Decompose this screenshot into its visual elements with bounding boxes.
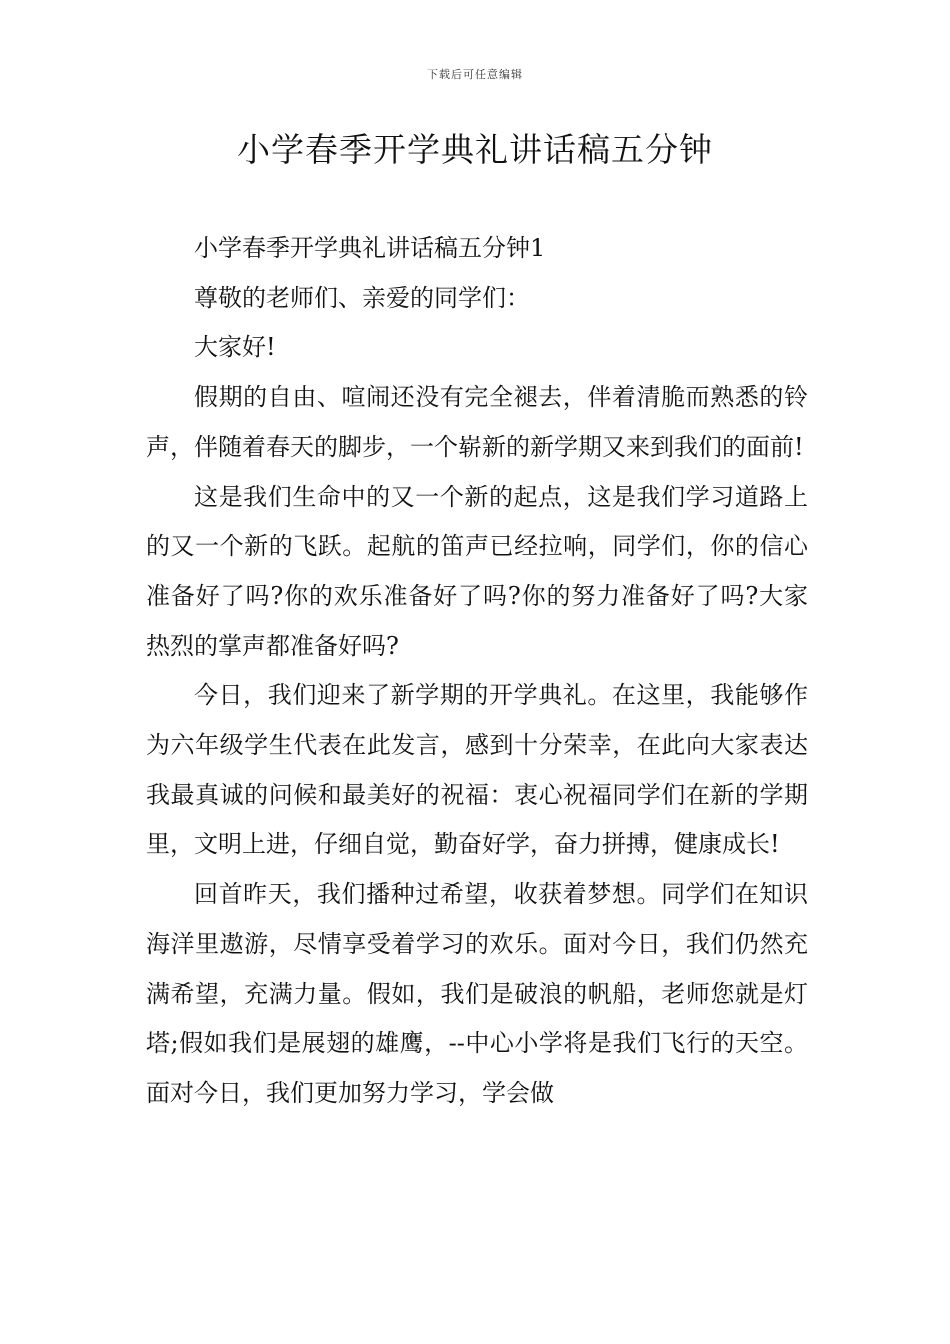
paragraph: 今日，我们迎来了新学期的开学典礼。在这里，我能够作为六年级学生代表在此发言，感到十分荣幸，在此向大家表达我最真诚的问候和最美好的祝福：衷心祝福同学们在新的学期里，文明上进，仔细自觉，勤奋好学，奋力拼搏，健康成长!	[146, 681, 808, 859]
paragraph: 这是我们生命中的又一个新的起点，这是我们学习道路上的又一个新的飞跃。起航的笛声已经拉响，同学们，你的信心准备好了吗?你的欢乐准备好了吗?你的努力准备好了吗?大家热烈的掌声都准备好吗?	[146, 482, 808, 660]
document-title: 小学春季开学典礼讲话稿五分钟	[237, 130, 713, 169]
paragraph-salutation: 尊敬的老师们、亲爱的同学们：	[194, 283, 530, 312]
paragraph: 回首昨天，我们播种过希望，收获着梦想。同学们在知识海洋里遨游，尽情享受着学习的欢乐。面对今日，我们仍然充满希望，充满力量。假如，我们是破浪的帆船，老师您就是灯塔;假如我们是展翅的雄鹰，--中心小学将是我们飞行的天空。面对今日，我们更加努力学习，学会做	[146, 880, 808, 1107]
paragraph-subtitle: 小学春季开学典礼讲话稿五分钟1	[194, 234, 546, 262]
document-body	[146, 224, 808, 1119]
page-header-note: 下载后可任意编辑	[427, 68, 523, 81]
paragraph: 假期的自由、喧闹还没有完全褪去，伴着清脆而熟悉的铃声，伴随着春天的脚步，一个崭新的新学期又来到我们的面前!	[146, 383, 808, 461]
paragraph-greeting: 大家好!	[194, 333, 276, 362]
